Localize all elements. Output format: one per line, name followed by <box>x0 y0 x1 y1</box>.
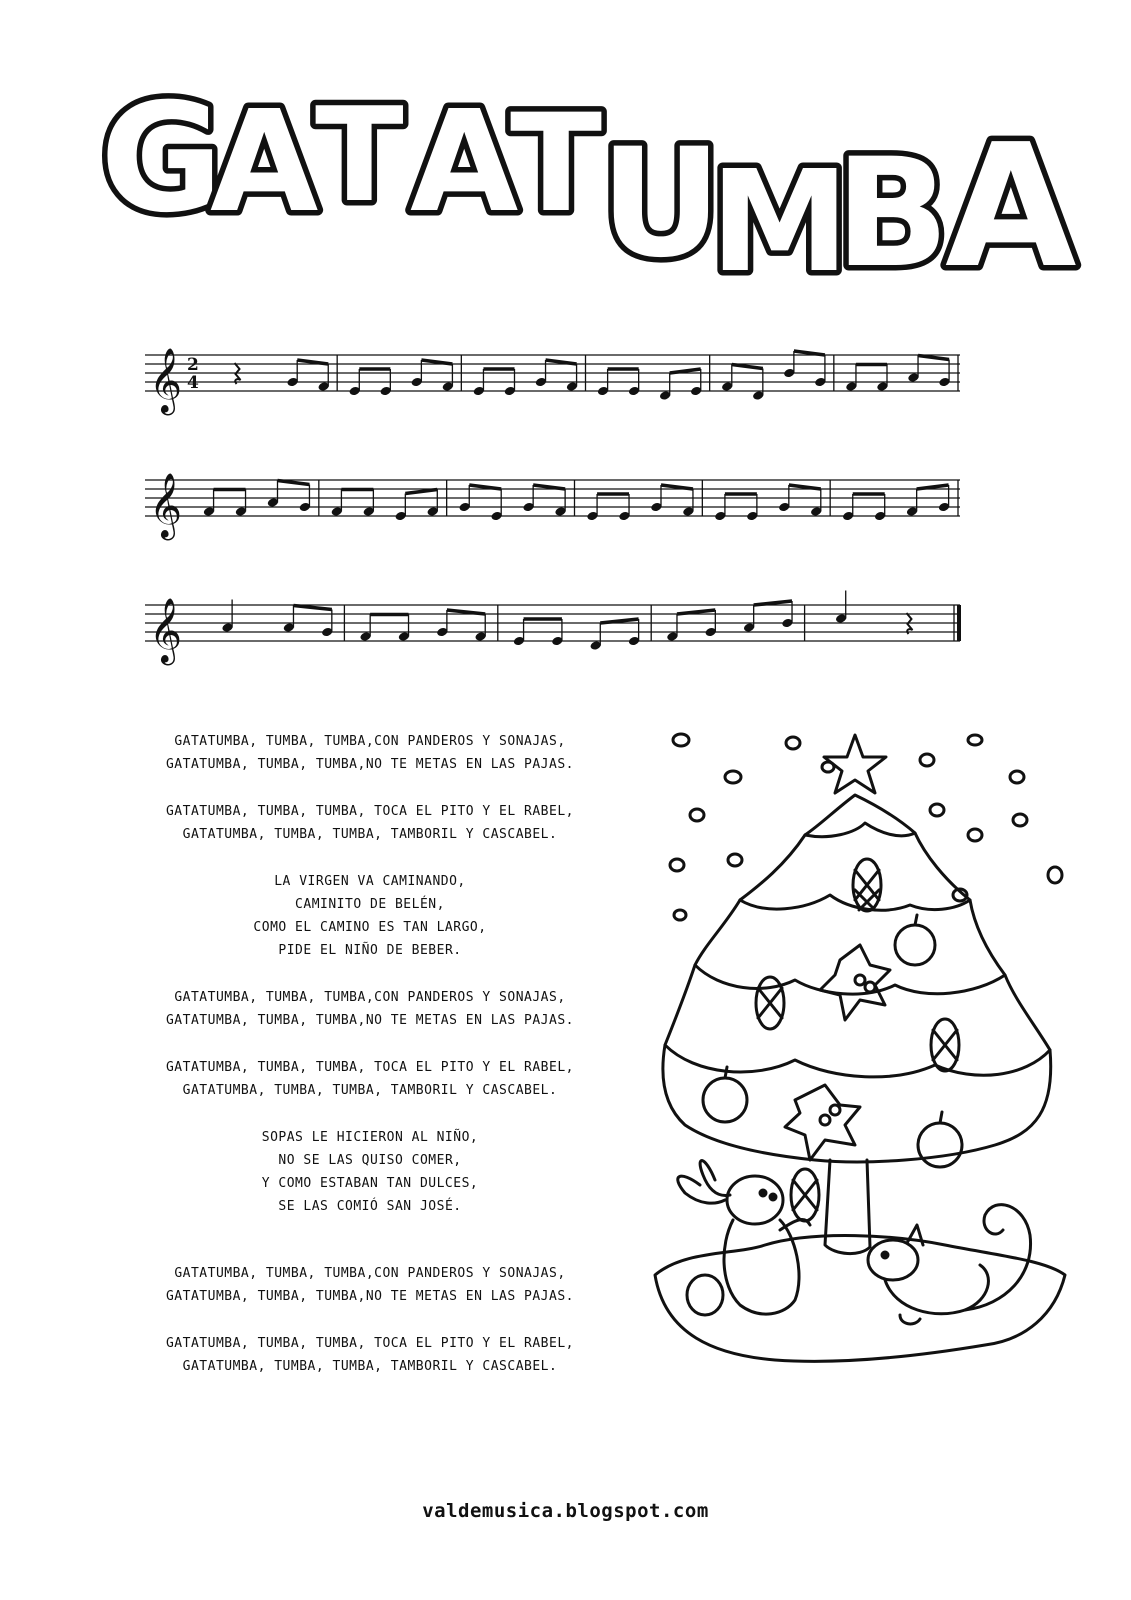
beam <box>405 490 437 494</box>
lyrics-line: Y COMO ESTABAN TAN DULCES, <box>261 1176 479 1191</box>
staff-system <box>145 473 960 540</box>
title-letter: U <box>600 117 722 291</box>
lyrics-line: GATATUMBA, TUMBA, TUMBA,NO TE METAS EN LAS PAJAS. <box>165 757 574 772</box>
lyrics <box>120 730 620 1402</box>
title-letter: B <box>835 127 950 301</box>
lyrics-line: GATATUMBA, TUMBA, TUMBA, TAMBORIL Y CASCABEL. <box>182 1083 558 1098</box>
lyrics-line: SOPAS LE HICIERON AL NIÑO, <box>261 1130 479 1145</box>
time-signature-top: 2 <box>187 355 199 375</box>
title-letter: A <box>945 108 1077 306</box>
time-signature-bottom: 4 <box>187 373 199 393</box>
lyrics-line: GATATUMBA, TUMBA, TUMBA,NO TE METAS EN LAS PAJAS. <box>165 1013 574 1028</box>
snowy-ground <box>655 1236 1065 1362</box>
lyrics-line: GATATUMBA, TUMBA, TUMBA, TOCA EL PITO Y EL RABEL, <box>165 1060 574 1075</box>
treble-clef-icon: 𝄞 <box>149 348 183 413</box>
lyrics-line: GATATUMBA, TUMBA, TUMBA, TOCA EL PITO Y EL RABEL, <box>165 804 574 819</box>
lyrics-line: COMO EL CAMINO ES TAN LARGO, <box>253 920 487 935</box>
title-letter: M <box>710 141 850 304</box>
lyrics-line: GATATUMBA, TUMBA, TUMBA, TOCA EL PITO Y EL RABEL, <box>165 1336 574 1351</box>
beam <box>277 481 309 485</box>
title-letter: A <box>410 81 519 244</box>
lyrics-stanza <box>120 1126 620 1218</box>
lyrics-line: GATATUMBA, TUMBA, TUMBA,CON PANDEROS Y SONAJAS, <box>174 734 566 749</box>
lyrics-line: CAMINITO DE BELÉN, <box>295 897 445 912</box>
christmas-tree-illustration <box>645 715 1075 1385</box>
tree-trunk <box>825 1160 870 1254</box>
title-letter: A <box>210 81 319 244</box>
lyrics-line: GATATUMBA, TUMBA, TUMBA, TAMBORIL Y CASCABEL. <box>182 1359 558 1374</box>
staff-system <box>145 348 960 415</box>
lyrics-line: PIDE EL NIÑO DE BEBER. <box>278 943 462 958</box>
lyrics-stanza <box>120 1332 620 1378</box>
beam <box>293 606 331 610</box>
title-letter: G <box>100 72 224 246</box>
apple-ornaments <box>703 915 962 1167</box>
title-letter: T <box>510 85 603 242</box>
title-letter: T <box>315 79 404 231</box>
treble-clef-icon: 𝄞 <box>149 473 183 538</box>
lyrics-stanza <box>120 986 620 1032</box>
treble-clef-icon: 𝄞 <box>149 598 183 663</box>
pinecone-ornaments <box>756 859 959 1221</box>
lyrics-line: NO SE LAS QUISO COMER, <box>278 1153 462 1168</box>
lyrics-line: GATATUMBA, TUMBA, TUMBA,NO TE METAS EN LAS PAJAS. <box>165 1289 574 1304</box>
lyrics-stanza <box>120 1262 620 1308</box>
footer-url: valdemusica.blogspot.com <box>422 1500 709 1522</box>
lyrics-line: GATATUMBA, TUMBA, TUMBA,CON PANDEROS Y SONAJAS, <box>174 1266 566 1281</box>
lyrics-stanza <box>120 870 620 962</box>
lyrics-stanza <box>120 730 620 776</box>
sheet-music <box>0 0 1131 700</box>
beam <box>918 356 949 360</box>
lyrics-line: LA VIRGEN VA CAMINANDO, <box>274 874 466 889</box>
lyrics-stanza <box>120 800 620 846</box>
lyrics-stanza <box>120 1056 620 1102</box>
rabbit <box>678 1161 810 1315</box>
squirrel <box>868 1205 1031 1324</box>
holly-leaves <box>785 945 890 1160</box>
staff-system <box>145 591 960 666</box>
lyrics-line: GATATUMBA, TUMBA, TUMBA,CON PANDEROS Y SONAJAS, <box>174 990 566 1005</box>
beam <box>732 365 763 369</box>
snowflakes <box>670 734 1062 920</box>
lyrics-line: GATATUMBA, TUMBA, TUMBA, TAMBORIL Y CASCABEL. <box>182 827 558 842</box>
star-icon <box>824 735 886 793</box>
lyrics-line: SE LAS COMIÓ SAN JOSÉ. <box>278 1199 462 1214</box>
